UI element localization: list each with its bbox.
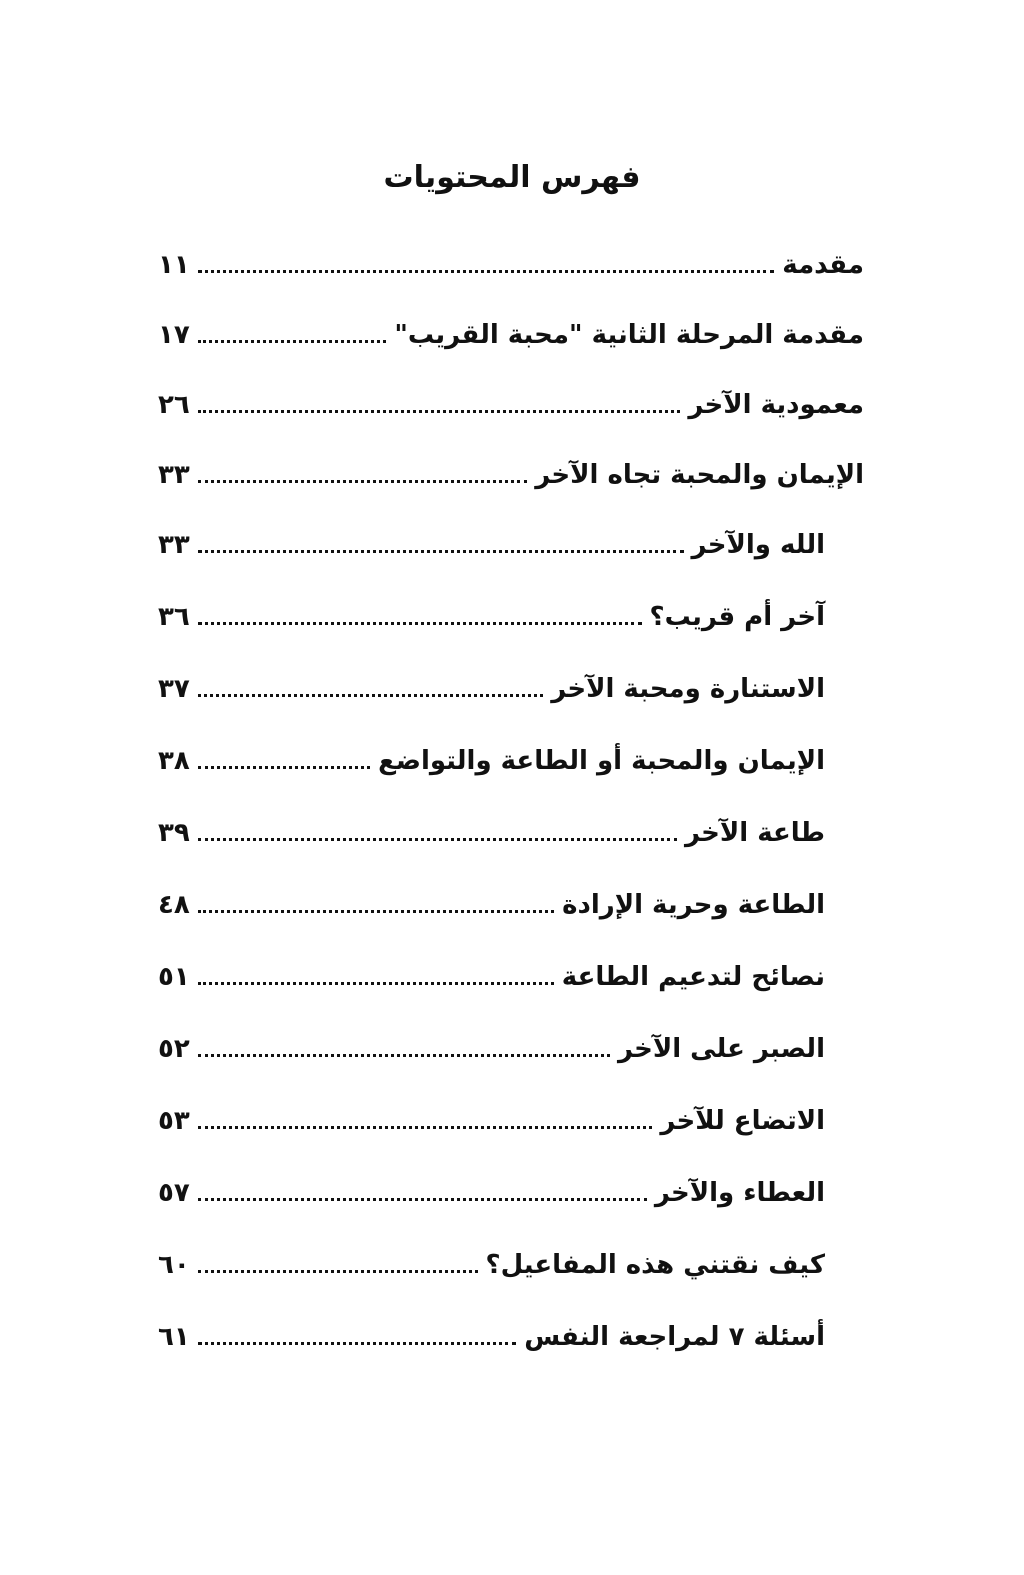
toc-entry-label: الإيمان والمحبة تجاه الآخر (535, 460, 864, 490)
toc-entry (158, 818, 825, 868)
toc-entry-page: ٣٣ (158, 530, 190, 560)
dot-leader (198, 766, 370, 769)
toc-entry-page: ٤٨ (158, 890, 190, 920)
dot-leader (198, 838, 677, 841)
page-title: فهرس المحتويات (383, 160, 641, 195)
dot-leader (198, 982, 554, 985)
toc-entry (158, 250, 864, 300)
toc-entry (158, 1034, 825, 1084)
toc-entry (158, 674, 825, 724)
toc-entry (158, 1322, 825, 1372)
toc-entry-label: معمودية الآخر (688, 390, 864, 420)
toc-entry (158, 1250, 825, 1300)
toc-entry-label: طاعة الآخر (684, 818, 825, 848)
toc-entry-label: كيف نقتني هذه المفاعيل؟ (485, 1250, 825, 1280)
toc-entry (158, 1106, 825, 1156)
toc-entry (158, 890, 825, 940)
toc-entry (158, 390, 864, 440)
dot-leader (198, 694, 543, 697)
toc-entry (158, 602, 825, 652)
dot-leader (198, 480, 527, 483)
toc-entry-label: نصائح لتدعيم الطاعة (561, 962, 825, 992)
dot-leader (198, 550, 684, 553)
toc-entry-page: ٥٢ (158, 1034, 190, 1064)
toc-entry-label: الله والآخر (691, 530, 825, 560)
toc-entry-label: الاتضاع للآخر (660, 1106, 825, 1136)
dot-leader (198, 410, 680, 413)
toc-entry-label: الإيمان والمحبة أو الطاعة والتواضع (378, 746, 825, 776)
toc-entry-label: آخر أم قريب؟ (649, 602, 825, 632)
dot-leader (198, 340, 386, 343)
dot-leader (198, 910, 554, 913)
toc-entry-page: ٣٨ (158, 746, 190, 776)
toc-entry (158, 320, 864, 370)
toc-entry-page: ٣٦ (158, 602, 190, 632)
toc-entry-label: الصبر على الآخر (617, 1034, 825, 1064)
toc-entry-page: ١١ (158, 250, 190, 280)
toc-entry-label: مقدمة (782, 250, 864, 280)
toc-entry-page: ٥١ (158, 962, 190, 992)
dot-leader (198, 1342, 516, 1345)
toc-entry-page: ٢٦ (158, 390, 190, 420)
toc-entry (158, 460, 864, 510)
toc-entry-page: ٦١ (158, 1322, 190, 1352)
toc-entry-page: ٥٧ (158, 1178, 190, 1208)
toc-entry-page: ٣٣ (158, 460, 190, 490)
toc-entry (158, 746, 825, 796)
toc-entry-label: الاستنارة ومحبة الآخر (551, 674, 825, 704)
dot-leader (198, 622, 642, 625)
toc-entry-page: ٦٠ (158, 1250, 190, 1280)
dot-leader (198, 1126, 652, 1129)
dot-leader (198, 1198, 647, 1201)
toc-entry-label: أسئلة ٧ لمراجعة النفس (524, 1322, 825, 1352)
dot-leader (198, 270, 774, 273)
toc-entry-page: ٥٣ (158, 1106, 190, 1136)
dot-leader (198, 1054, 610, 1057)
toc-entry (158, 1178, 825, 1228)
toc-entry-label: مقدمة المرحلة الثانية "محبة القريب" (394, 320, 864, 350)
toc-entry (158, 530, 825, 580)
toc-entry (158, 962, 825, 1012)
toc-entry-label: الطاعة وحرية الإرادة (562, 890, 825, 920)
toc-entry-page: ١٧ (158, 320, 190, 350)
toc-entry-label: العطاء والآخر (654, 1178, 825, 1208)
dot-leader (198, 1270, 478, 1273)
toc-entry-page: ٣٩ (158, 818, 190, 848)
toc-entry-page: ٣٧ (158, 674, 190, 704)
